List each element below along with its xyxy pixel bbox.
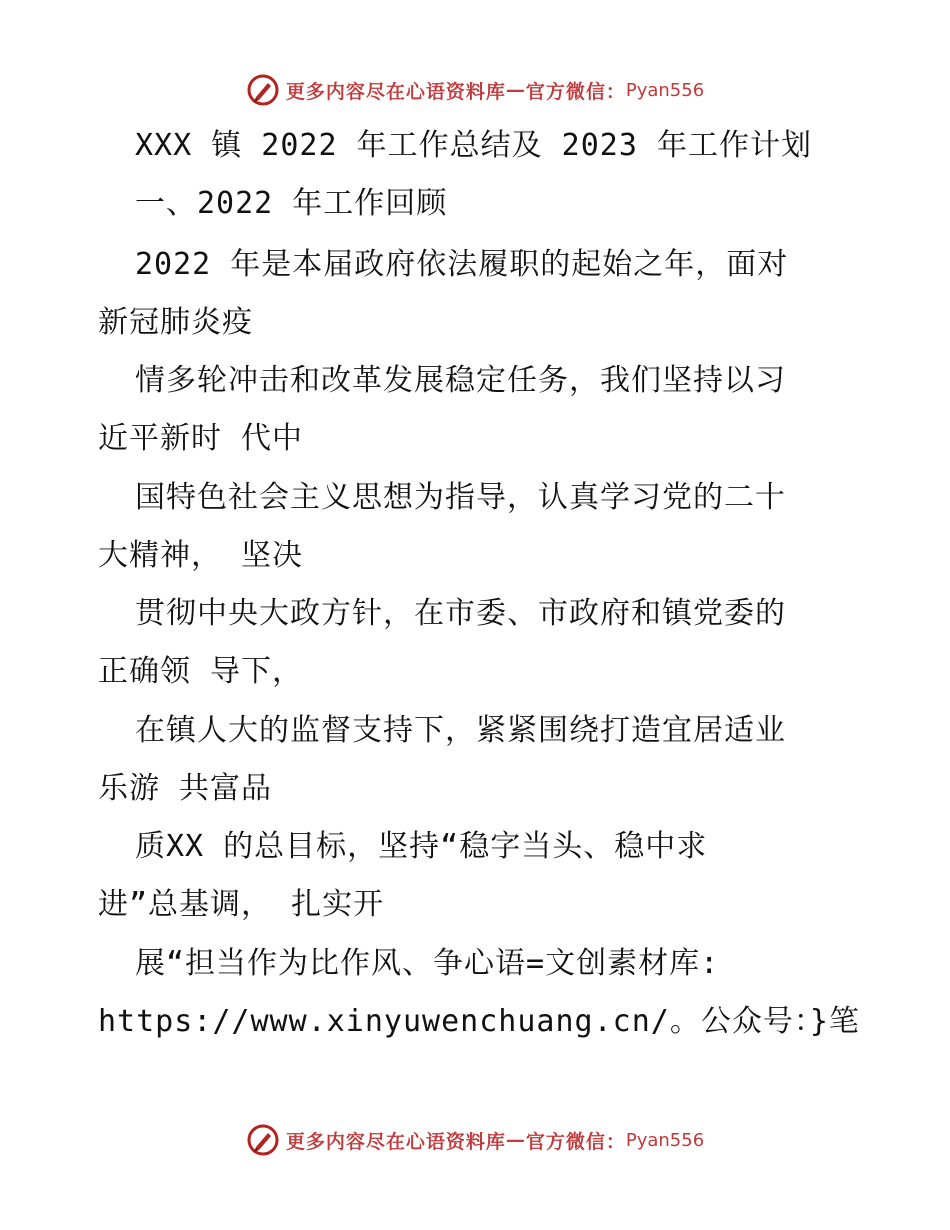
- paragraph-line: 大精神， 坚决: [98, 538, 304, 573]
- paragraph-line: 在镇人大的监督支持下，紧紧围绕打造宜居适业: [135, 713, 786, 748]
- header-watermark-banner: [0, 70, 950, 110]
- paragraph-line: 质XX 的总目标，坚持“稳字当头、稳中求: [135, 829, 708, 864]
- footer-watermark-banner: [0, 1120, 950, 1160]
- banner-dash: —: [505, 1129, 526, 1151]
- paragraph-line: 情多轮冲击和改革发展稳定任务，我们坚持以习: [135, 363, 786, 398]
- section-heading: 一、2022 年工作回顾: [135, 186, 448, 221]
- paragraph-line-url: https://www.xinyuwenchuang.cn/。公众号：}笔: [98, 1004, 860, 1039]
- pen-logo-icon: [246, 73, 280, 107]
- banner-wechat-label: 官方微信：: [525, 1130, 626, 1153]
- paragraph-line: 新冠肺炎疫: [98, 305, 253, 340]
- paragraph-line: 展“担当作为比作风、争心语=文创素材库:: [135, 946, 720, 981]
- paragraph-line: 进”总基调， 扎实开: [98, 887, 385, 922]
- banner-main-text: 更多内容尽在心语资料库: [285, 80, 506, 103]
- banner-wechat-id: Pyan556: [625, 1129, 705, 1151]
- banner-dash: —: [505, 79, 526, 101]
- banner-wechat-id: Pyan556: [625, 79, 705, 101]
- paragraph-line: 贯彻中央大政方针，在市委、市政府和镇党委的: [135, 596, 786, 631]
- banner-wechat-label: 官方微信：: [525, 80, 626, 103]
- paragraph-line: 正确领 导下，: [98, 654, 304, 689]
- paragraph-line: 2022 年是本届政府依法履职的起始之年，面对: [135, 247, 789, 282]
- pen-logo-icon: [246, 1123, 280, 1157]
- paragraph-line: 乐游 共富品: [98, 771, 273, 806]
- document-title: XXX 镇 2022 年工作总结及 2023 年工作计划: [135, 128, 812, 163]
- paragraph-line: 近平新时 代中: [98, 421, 304, 456]
- banner-main-text: 更多内容尽在心语资料库: [285, 1130, 506, 1153]
- paragraph-line: 国特色社会主义思想为指导，认真学习党的二十: [135, 480, 786, 515]
